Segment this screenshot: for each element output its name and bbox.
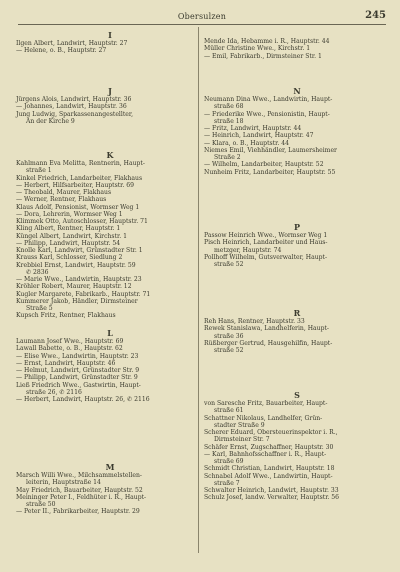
directory-entry: Jung Ludwig, Sparkassenangestellter, An der Kirche 9 (16, 110, 134, 125)
directory-entry: Ließ Friedrich Wwe., Gastwirtin, Haupt- straße 26, ✆ 2116 (16, 381, 141, 396)
directory-entry: Schattner Nikolaus, Landhelfer, Grün- stadter Straße 9 (204, 414, 323, 429)
directory-entry: Passow Heinrich Wwe., Wormser Weg 1 (204, 232, 328, 239)
directory-entry: Knolle Karl, Landwirt, Grünstadter Str. 1 (16, 247, 143, 254)
directory-entry: Klimmek Otto, Autoschlosser, Hauptstr. 71 (16, 218, 148, 225)
directory-entry: von Saresche Fritz, Bauarbeiter, Haupt- straße 61 (204, 400, 328, 415)
directory-entry: — Theobald, Maurer, Flakhaus (16, 189, 112, 196)
directory-entry: Schwalter Heinrich, Landwirt, Hauptstr. 33 (204, 487, 339, 494)
directory-entry: — Klara, o. B., Hauptstr. 44 (204, 139, 289, 147)
directory-entry: — Philipp, Landwirt, Hauptstr. 54 (16, 239, 121, 247)
section-r (204, 308, 390, 354)
directory-entry: Schnabel Adolf Wwe., Landwirtin, Haupt- straße 7 (204, 472, 333, 487)
directory-entry: Niemes Emil, Viehhändler, Laumersheimer Straße 2 (204, 146, 337, 161)
directory-entry: May Friedrich, Bauarbeiter, Hauptstr. 52 (16, 486, 143, 494)
directory-entry: Müller Christine Wwe., Kirchstr. 1 (204, 45, 311, 53)
directory-entry: Jürgens Alois, Landwirt, Hauptstr. 36 (16, 96, 132, 103)
directory-entry: — Helene, o. B., Hauptstr. 27 (16, 47, 107, 55)
section-letter: P (293, 222, 300, 232)
directory-entry: Schäfer Ernst, Zugschaffner, Hauptstr. 30 (204, 443, 334, 451)
directory-entry: Pollhoff Wilhelm, Gutsverwalter, Haupt- straße 52 (204, 253, 328, 268)
directory-entry: Mende Ida, Hebamme i. R., Hauptstr. 44 (204, 38, 330, 45)
section-s (204, 390, 390, 502)
section-l (16, 328, 204, 403)
directory-entry: — Emil, Fabrikarb., Dirmsteiner Str. 1 (204, 52, 322, 60)
directory-entry: Krauss Karl, Schlosser, Siedlung 2 (16, 254, 123, 262)
directory-entry: Kummerer Jakob, Händler, Dirmsteiner Straße 5 (16, 297, 138, 312)
section-letter: J (108, 86, 112, 96)
directory-entry: — Helmut, Landwirt, Grünstadter Str. 9 (16, 367, 140, 374)
directory-entry: Meininger Peter I., Feldhüter i. R., Haupt- straße 50 (16, 493, 147, 508)
directory-entry: Schmidt Christian, Landwirt, Hauptstr. 18 (204, 465, 335, 473)
page-number: 245 (365, 10, 386, 21)
section-k (16, 150, 204, 320)
directory-entry: — Elise Wwe., Landwirtin, Hauptstr. 23 (16, 352, 139, 360)
directory-entry: — Philipp, Landwirt, Grünstadter Str. 9 (16, 374, 138, 382)
directory-entry: Scherer Eduard, Obersteuerinspektor i. R., Dirmsteiner Str. 7 (204, 429, 338, 444)
section-letter: K (106, 150, 114, 160)
directory-entry: Rüßberger Gertrud, Hausgehilfin, Haupt- straße 52 (204, 339, 333, 354)
directory-entry: — Werner, Rentner, Flakhaus (16, 196, 107, 204)
directory-entry: — Heinrich, Landwirt, Hauptstr. 47 (204, 132, 314, 140)
directory-entry: — Peter II., Fabrikarbeiter, Hauptstr. 29 (16, 508, 140, 516)
directory-entry: Ilgen Albert, Landwirt, Hauptstr. 27 (16, 40, 128, 47)
directory-entry: Kahlmann Eva Melitta, Rentnerin, Haupt- straße 1 (16, 160, 145, 175)
directory-entry: Küngel Albert, Landwirt, Kirchstr. 1 (16, 232, 127, 240)
directory-entry: — Herbert, Landwirt, Hauptstr. 26, ✆ 2116 (16, 396, 150, 403)
section-i (16, 30, 204, 55)
directory-entry: Kugler Margarete, Fabrikarb., Hauptstr. 71 (16, 290, 151, 298)
section-m (16, 462, 204, 516)
section-letter: L (107, 328, 113, 338)
directory-entry: Kröhler Robert, Maurer, Hauptstr. 12 (16, 283, 132, 291)
section-letter: R (293, 308, 301, 318)
directory-entry: Kling Albert, Rentner, Hauptstr. 1 (16, 225, 121, 233)
directory-entry: — Friederike Wwe., Pensionistin, Haupt- straße 18 (204, 110, 330, 125)
directory-entry: — Ernst, Landwirt, Hauptstr. 46 (16, 359, 116, 367)
directory-entry: — Karl, Bahnhofsschaffner i. R., Haupt- straße 69 (204, 450, 327, 465)
directory-entry: Pisch Heinrich, Landarbeiter und Haus- metzger, Hauptstr. 74 (204, 239, 328, 254)
directory-entry: Reh Hans, Rentner, Hauptstr. 33 (204, 318, 305, 325)
page-title: Obersulzen (177, 12, 227, 21)
directory-entry: — Fritz, Landwirt, Hauptstr. 44 (204, 125, 302, 132)
page-header (18, 10, 386, 25)
directory-entry: — Marie Wwe., Landwirtin, Hauptstr. 23 (16, 276, 142, 283)
directory-entry: Klaus Adolf, Pensionist, Wormser Weg 1 (16, 203, 140, 211)
section-letter: M (105, 462, 115, 472)
directory-entry: — Johannes, Landwirt, Hauptstr. 36 (16, 103, 127, 111)
directory-entry: Marsch Willi Wwe., Milchsammelstellen- leiterin, Hauptstraße 14 (16, 472, 142, 487)
directory-entry: — Dora, Lehrerin, Wormser Weg 1 (16, 210, 123, 218)
directory-entry: Schulz Josef, landw. Verwalter, Hauptstr. 56 (204, 494, 340, 502)
section-j (16, 86, 204, 125)
section-p (204, 222, 390, 268)
section-letter: N (293, 86, 301, 96)
section-letter: S (294, 390, 300, 400)
directory-entry: Lawall Babette, o. B., Hauptstr. 62 (16, 345, 123, 353)
directory-entry: Krebbiel Ernst, Landwirt, Hauptstr. 59 ✆ 2836 (16, 261, 136, 276)
section-n (204, 86, 390, 176)
section-letter: I (108, 30, 112, 40)
directory-entry: Kinkel Friedrich, Landarbeiter, Flakhaus (16, 174, 143, 182)
directory-entry: Rewek Stanislawa, Landhelferin, Haupt- straße 36 (204, 325, 329, 340)
directory-entry: Laumann Josef Wwe., Hauptstr. 69 (16, 338, 124, 345)
directory-entry: Neumann Dina Wwe., Landwirtin, Haupt- straße 68 (204, 96, 333, 111)
directory-entry: — Wilhelm, Landarbeiter, Hauptstr. 52 (204, 161, 324, 169)
directory-entry: Nunheim Fritz, Landarbeiter, Hauptstr. 55 (204, 168, 336, 176)
section-m-continued (204, 38, 390, 60)
directory-entry: — Herbert, Hilfsarbeiter, Hauptstr. 69 (16, 181, 135, 189)
directory-entry: Kupsch Fritz, Rentner, Flakhaus (16, 312, 116, 320)
